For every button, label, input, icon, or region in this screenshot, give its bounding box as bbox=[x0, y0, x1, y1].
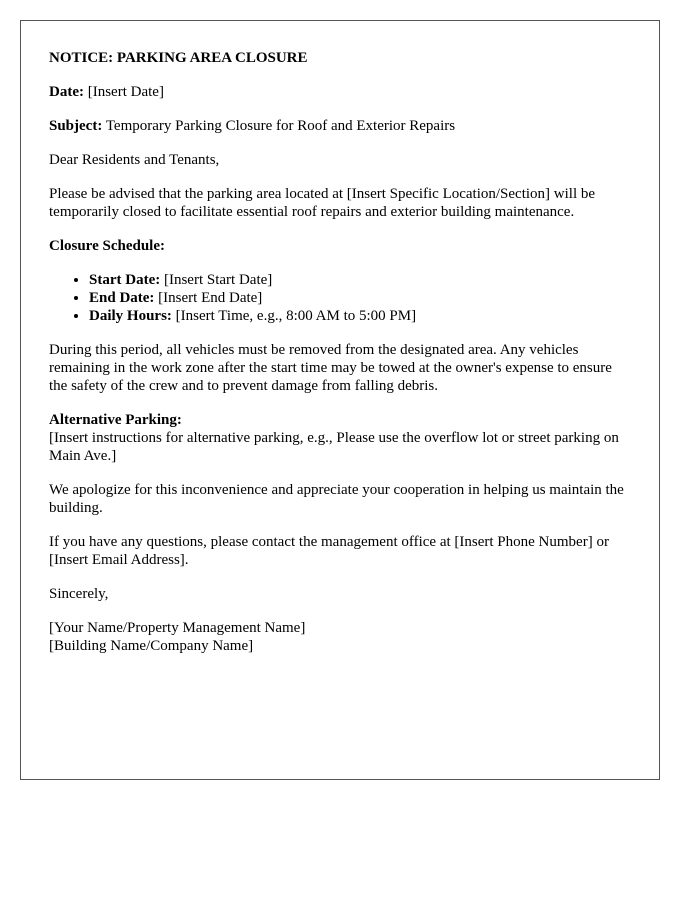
subject-label: Subject: bbox=[49, 118, 103, 134]
schedule-item-start bbox=[89, 271, 631, 289]
closing: Sincerely, bbox=[49, 586, 109, 602]
notice-document bbox=[20, 20, 660, 780]
date-line bbox=[49, 83, 631, 101]
schedule-item-label: End Date: bbox=[89, 290, 155, 306]
signature-name: [Your Name/Property Management Name] bbox=[49, 620, 306, 636]
signature-company: [Building Name/Company Name] bbox=[49, 638, 254, 654]
date-value: [Insert Date] bbox=[87, 84, 164, 100]
schedule-item-label: Daily Hours: bbox=[89, 308, 172, 324]
subject-line bbox=[49, 117, 631, 135]
schedule-item-end bbox=[89, 289, 631, 307]
alternative-parking-heading: Alternative Parking: bbox=[49, 412, 182, 428]
intro-paragraph: Please be advised that the parking area located at [Insert Specific Location/Section] will be temporarily closed to facilitate essential roof repairs and exterior building maintenance. bbox=[49, 186, 596, 220]
notice-title: NOTICE: PARKING AREA CLOSURE bbox=[49, 50, 308, 66]
date-label: Date: bbox=[49, 84, 84, 100]
closure-schedule-list bbox=[49, 271, 631, 325]
vehicles-paragraph: During this period, all vehicles must be removed from the designated area. Any vehicles remaining in the work zone after the start time may be towed at the owner's expense to ensure the safety of the crew and to prevent damage from falling debris. bbox=[49, 342, 612, 394]
schedule-heading: Closure Schedule: bbox=[49, 238, 165, 254]
alternative-parking-text: [Insert instructions for alternative parking, e.g., Please use the overflow lot or street parking on Main Ave.] bbox=[49, 430, 619, 464]
schedule-item-value: [Insert End Date] bbox=[158, 290, 263, 306]
schedule-item-value: [Insert Start Date] bbox=[163, 272, 273, 288]
subject-value: Temporary Parking Closure for Roof and Exterior Repairs bbox=[105, 118, 456, 134]
alternative-parking-section bbox=[49, 411, 631, 465]
greeting: Dear Residents and Tenants, bbox=[49, 152, 220, 168]
apology-paragraph: We apologize for this inconvenience and appreciate your cooperation in helping us maintain the building. bbox=[49, 482, 624, 516]
contact-paragraph: If you have any questions, please contact the management office at [Insert Phone Number] or [Insert Email Address]. bbox=[49, 534, 609, 568]
signature-block bbox=[49, 619, 631, 655]
schedule-item-value: [Insert Time, e.g., 8:00 AM to 5:00 PM] bbox=[175, 308, 417, 324]
schedule-item-label: Start Date: bbox=[89, 272, 161, 288]
schedule-item-hours bbox=[89, 307, 631, 325]
